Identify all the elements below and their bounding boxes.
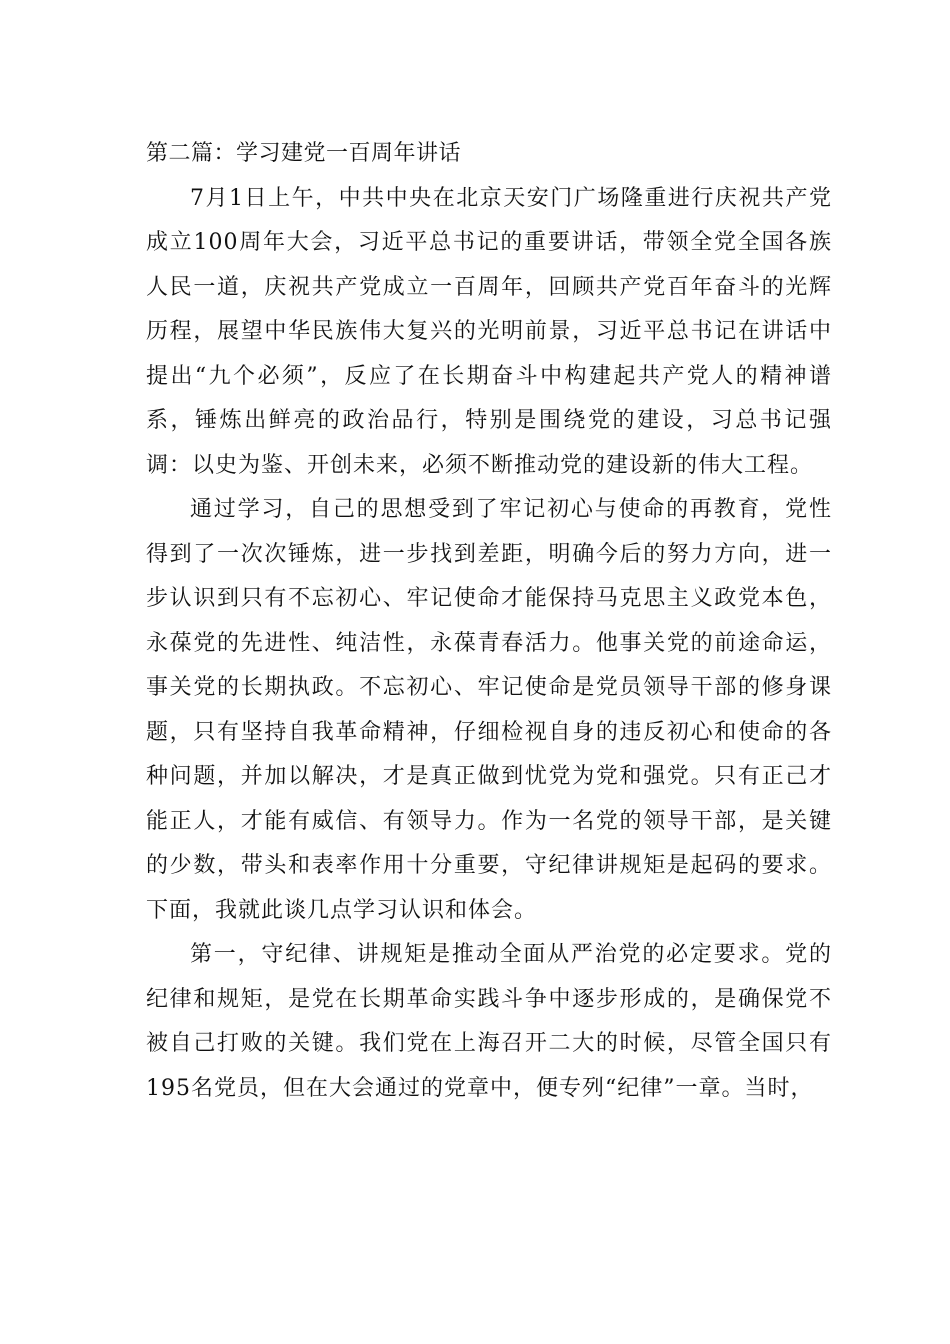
document-body [146,132,832,1111]
paragraph-3: 第一，守纪律、讲规矩是推动全面从严治党的必定要求。党的纪律和规矩，是党在长期革命实践斗争中逐步形成的，是确保党不被自己打败的关键。我们党在上海召开二大的时候，尽管全国只有195名党员，但在大会通过的党章中，便专列“纪律”一章。当时， [146,942,832,1101]
document-title: 第二篇：学习建党一百周年讲话 [146,141,462,166]
paragraph-2: 通过学习，自己的思想受到了牢记初心与使命的再教育，党性得到了一次次锤炼，进一步找到差距，明确今后的努力方向，进一步认识到只有不忘初心、牢记使命才能保持马克思主义政党本色，永葆党的先进性、纯洁性，永葆青春活力。他事关党的前途命运，事关党的长期执政。不忘初心、牢记使命是党员领导干部的修身课题，只有坚持自我革命精神，仔细检视自身的违反初心和使命的各种问题，并加以解决，才是真正做到忧党为党和强党。只有正己才能正人，才能有威信、有领导力。作为一名党的领导干部，是关键的少数，带头和表率作用十分重要，守纪律讲规矩是起码的要求。下面，我就此谈几点学习认识和体会。 [146,497,832,923]
paragraph-1: 7月1日上午，中共中央在北京天安门广场隆重进行庆祝共产党成立100周年大会，习近平总书记的重要讲话，带领全党全国各族人民一道，庆祝共产党成立一百周年，回顾共产党百年奋斗的光辉历程，展望中华民族伟大复兴的光明前景，习近平总书记在讲话中提出“九个必须”，反应了在长期奋斗中构建起共产党人的精神谱系，锤炼出鲜亮的政治品行，特别是围绕党的建设，习总书记强调：以史为鉴、开创未来，必须不断推动党的建设新的伟大工程。 [146,185,832,478]
